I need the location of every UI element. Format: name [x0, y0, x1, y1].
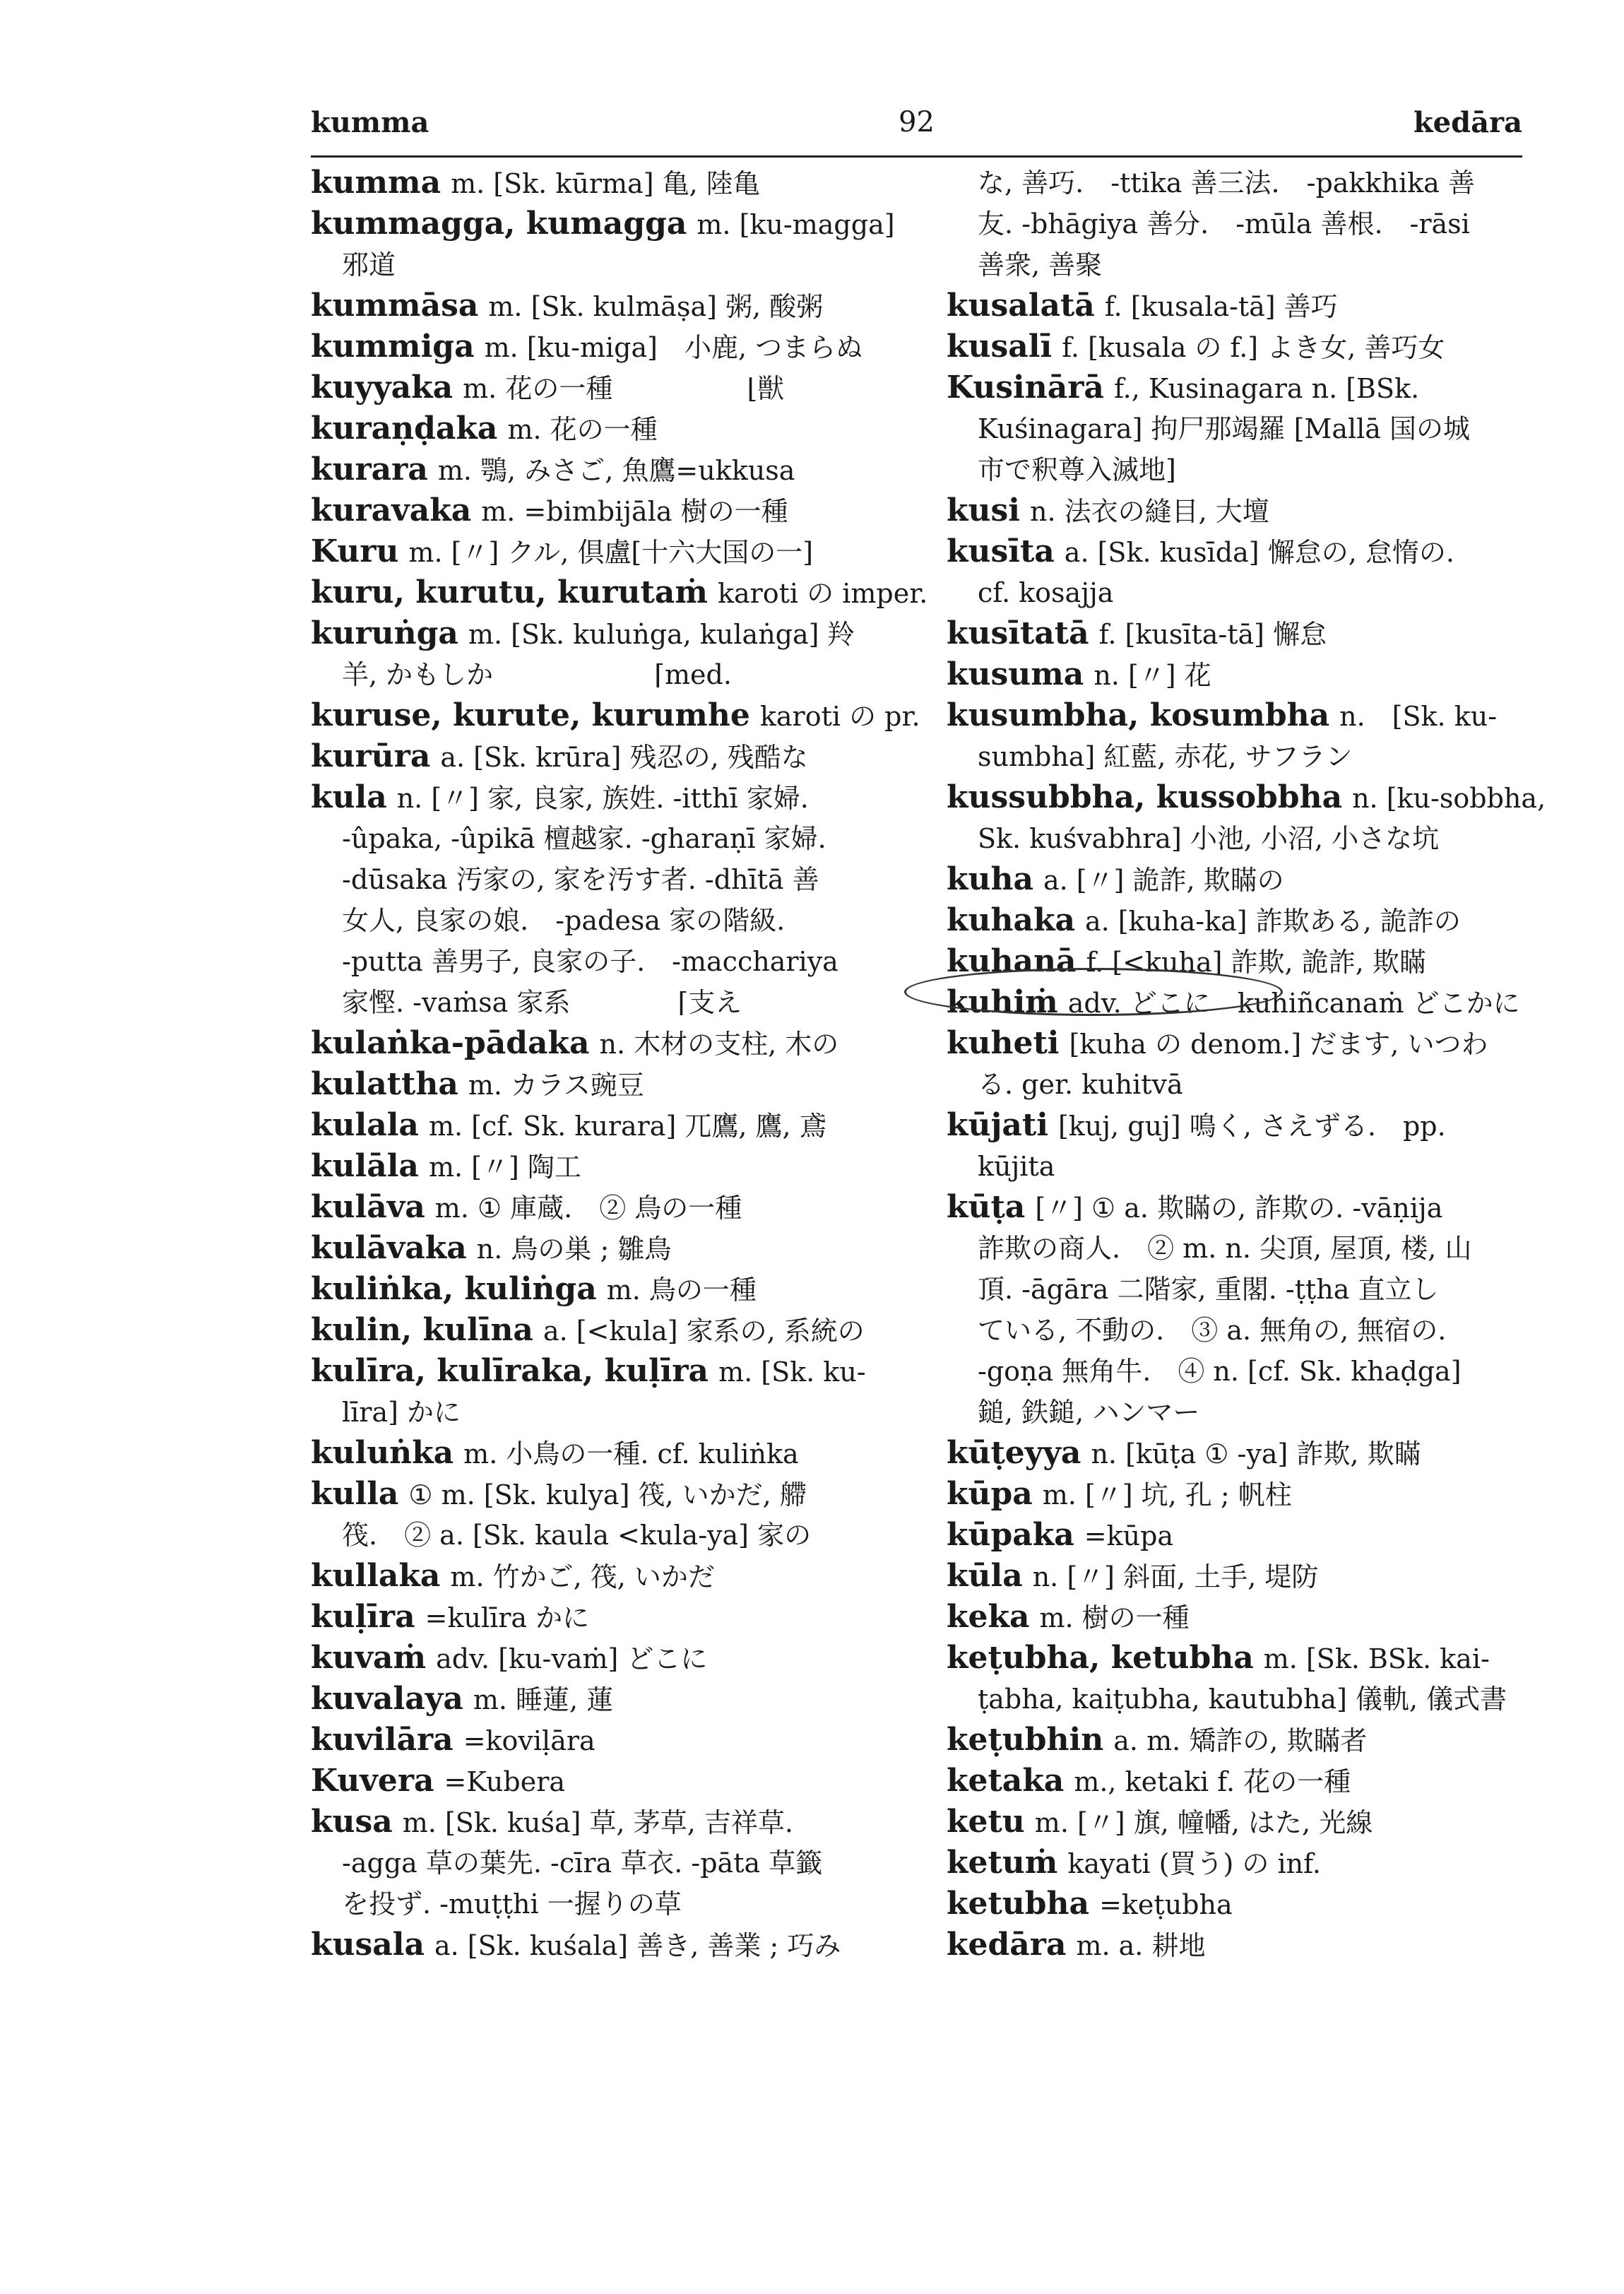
definition-text: a. [<kula] 家系の, 系統の: [543, 1315, 865, 1347]
headword: ketaka: [947, 1763, 1065, 1799]
dictionary-line: [947, 1638, 1522, 1679]
definition-text: =kulīra かに: [425, 1602, 590, 1633]
definition-text: adv. [ku-vaṁ] どこに: [436, 1643, 708, 1674]
headword: kummiga: [311, 329, 475, 365]
dictionary-line: [311, 859, 897, 900]
headword: kuravaka: [311, 492, 472, 528]
dictionary-line: [947, 818, 1522, 859]
dictionary-line: [947, 572, 1522, 613]
dictionary-line: [947, 1720, 1522, 1761]
dictionary-line: [311, 1064, 897, 1105]
dictionary-line: [311, 490, 897, 531]
dictionary-line: [311, 244, 897, 285]
dictionary-line: [947, 1105, 1522, 1146]
definition-text: m. [Sk. ku-: [718, 1356, 866, 1388]
headword: ketubha: [947, 1886, 1090, 1922]
headword: kuhiṁ: [947, 984, 1058, 1020]
definition-text: n. [〃] 家, 良家, 族姓. -itthī 家婦.: [396, 783, 809, 814]
dictionary-line: [311, 941, 897, 982]
dictionary-line: [947, 695, 1522, 736]
running-head-left: kumma: [311, 106, 429, 139]
dictionary-line: [947, 449, 1522, 490]
definition-text: n. [Sk. ku-: [1339, 701, 1498, 732]
dictionary-line: [947, 859, 1522, 900]
definition-text: m. 樹の一種: [1039, 1602, 1190, 1633]
definition-text: m. ① 庫蔵. ② 鳥の一種: [434, 1193, 742, 1224]
definition-text: m. 花の一種 ⌊獣: [463, 373, 785, 404]
definition-text: =koviḷāra: [463, 1725, 595, 1756]
headword: kummagga, kumagga: [311, 206, 687, 242]
definition-text: f. [<kuha] 詐欺, 詭詐, 欺瞞: [1086, 947, 1426, 978]
dictionary-line: [311, 1269, 897, 1310]
dictionary-line: [311, 1474, 897, 1515]
definition-text: a. [kuha-ka] 詐欺ある, 詭詐の: [1084, 906, 1461, 937]
headword: Kusinārā: [947, 369, 1104, 406]
definition-text: a. [〃] 詭詐, 欺瞞の: [1043, 865, 1284, 896]
headword: kuraṇḍaka: [311, 410, 498, 447]
definition-text: m. [Sk. kuluṅga, kulaṅga] 羚: [468, 619, 855, 650]
headword: kulaṅka-pādaka: [311, 1025, 590, 1061]
dictionary-line: [311, 162, 897, 203]
definition-text: kūjita: [978, 1151, 1055, 1182]
definition-text: m. [Sk. kulmāṣa] 粥, 酸粥: [488, 291, 824, 322]
dictionary-line: [311, 285, 897, 326]
dictionary-line: [311, 1884, 897, 1925]
definition-text: Kuśinagara] 拘尸那竭羅 [Mallā 国の城: [978, 413, 1471, 444]
right-column: [947, 162, 1546, 1965]
dictionary-line: [311, 1023, 897, 1064]
definition-text: n. 木材の支柱, 木の: [599, 1029, 839, 1060]
dictionary-line: [311, 1802, 897, 1843]
dictionary-line: [311, 1392, 897, 1433]
headword: kurara: [311, 451, 428, 487]
headword: kula: [311, 779, 387, 815]
dictionary-line: [311, 367, 897, 408]
definition-text: な, 善巧. -ttika 善三法. -pakkhika 善: [978, 167, 1475, 199]
dictionary-line: [947, 531, 1522, 572]
dictionary-line: [947, 490, 1522, 531]
definition-text: m. 睡蓮, 蓮: [473, 1684, 614, 1715]
dictionary-line: [311, 695, 920, 736]
dictionary-line: [311, 818, 897, 859]
headword: kuru, kurutu, kurutaṁ: [311, 574, 708, 610]
dictionary-line: [947, 367, 1522, 408]
headword: kulāvaka: [311, 1230, 467, 1266]
headword: kusītatā: [947, 615, 1089, 651]
definition-text: 邪道: [342, 249, 396, 280]
headword: kuvalaya: [311, 1681, 463, 1717]
headword: kuvilāra: [311, 1722, 454, 1758]
dictionary-line: [947, 736, 1522, 777]
dictionary-line: [947, 1843, 1522, 1884]
dictionary-line: [311, 1351, 897, 1392]
headword: kusa: [311, 1804, 393, 1840]
headword: keka: [947, 1599, 1030, 1635]
dictionary-line: [311, 1925, 897, 1965]
headword: kussubbha, kussobbha: [947, 779, 1343, 815]
definition-text: m. [〃] 陶工: [428, 1152, 581, 1183]
left-column: [311, 162, 928, 1965]
definition-text: cf. kosajja: [978, 577, 1114, 608]
definition-text: a. [Sk. kusīda] 懈怠の, 怠惰の.: [1064, 537, 1454, 568]
definition-text: f. [kusala の f.] よき女, 善巧女: [1062, 332, 1445, 363]
dictionary-line: [311, 1146, 897, 1187]
headword: kūpa: [947, 1476, 1033, 1512]
headword: kulattha: [311, 1066, 458, 1102]
definition-text: m. 竹かご, 筏, いかだ: [450, 1561, 715, 1592]
dictionary-line: [311, 449, 897, 490]
definition-text: ① m. [Sk. kulya] 筏, いかだ, 艜: [408, 1479, 807, 1510]
dictionary-line: [311, 1843, 897, 1884]
headword: ketu: [947, 1804, 1025, 1840]
headword: kullaka: [311, 1558, 441, 1594]
dictionary-line: [947, 1146, 1522, 1187]
definition-text: f., Kusinagara n. [BSk.: [1113, 373, 1420, 404]
headword: keṭubha, ketubha: [947, 1640, 1254, 1676]
definition-text: m. [cf. Sk. kurara] 兀鷹, 鷹, 鳶: [428, 1111, 826, 1142]
definition-text: m. a. 耕地: [1076, 1930, 1206, 1961]
definition-text: m. カラス豌豆: [468, 1070, 644, 1101]
definition-text: =kūpa: [1084, 1520, 1174, 1551]
dictionary-line: [947, 1802, 1522, 1843]
definition-text: f. [kusala-tā] 善巧: [1104, 291, 1338, 322]
definition-text: [kuj, guj] 鳴く, さえずる. pp.: [1057, 1111, 1446, 1142]
headword: kuyyaka: [311, 369, 454, 406]
headword: kuluṅka: [311, 1435, 454, 1471]
definition-text: n. [ku-sobbha,: [1352, 783, 1546, 814]
headword: Kuru: [311, 533, 399, 569]
dictionary-line: [947, 982, 1522, 1023]
running-head-right: kedāra: [1413, 106, 1522, 139]
dictionary-line: [947, 162, 1522, 203]
dictionary-line: [947, 900, 1522, 941]
headword: kuvaṁ: [311, 1640, 427, 1676]
headword: kūla: [947, 1558, 1023, 1594]
dictionary-line: [947, 654, 1522, 695]
dictionary-line: [311, 1310, 897, 1351]
headword: kuhaka: [947, 902, 1075, 938]
dictionary-line: [947, 777, 1546, 818]
definition-text: =Kubera: [444, 1766, 566, 1797]
headword: kusi: [947, 492, 1020, 528]
definition-text: [〃] ① a. 欺瞞の, 詐欺の. -vāṇija: [1035, 1193, 1443, 1224]
headword: kusumbha, kosumbha: [947, 697, 1330, 733]
dictionary-line: [311, 1679, 897, 1720]
running-head: [311, 106, 1522, 158]
definition-text: 羊, かもしか ⌈med.: [342, 659, 732, 690]
definition-text: karoti の imper.: [717, 578, 928, 609]
dictionary-line: [311, 572, 928, 613]
definition-text: m. [〃] 坑, 孔 ; 帆柱: [1042, 1479, 1292, 1510]
headword: keṭubhin: [947, 1722, 1104, 1758]
definition-text: kayati (買う) の inf.: [1067, 1848, 1321, 1879]
page-number: 92: [899, 106, 935, 138]
dictionary-line: [311, 1638, 897, 1679]
definition-text: m. [Sk. BSk. kai-: [1263, 1643, 1490, 1674]
dictionary-line: [947, 941, 1522, 982]
dictionary-line: [947, 1474, 1522, 1515]
headword: kuruse, kurute, kurumhe: [311, 697, 750, 733]
headword: kūjati: [947, 1107, 1048, 1143]
definition-text: sumbha] 紅藍, 赤花, サフラン: [978, 741, 1353, 772]
headword: kulala: [311, 1107, 419, 1143]
definition-text: m. [Sk. kuśa] 草, 茅草, 吉祥草.: [402, 1807, 793, 1838]
headword: kuliṅka, kuliṅga: [311, 1271, 597, 1307]
definition-text: Sk. kuśvabhra] 小池, 小沼, 小さな坑: [978, 823, 1440, 854]
definition-text: karoti の pr.: [759, 701, 920, 732]
dictionary-line: [311, 1556, 897, 1597]
dictionary-line: [311, 1105, 897, 1146]
dictionary-line: [947, 244, 1522, 285]
dictionary-line: [947, 1023, 1522, 1064]
definition-text: a. [Sk. krūra] 残忍の, 残酷な: [440, 742, 808, 773]
dictionary-line: [311, 613, 897, 654]
headword: kurūra: [311, 738, 431, 774]
headword: kuḷīra: [311, 1599, 415, 1635]
headword: kusuma: [947, 656, 1084, 692]
dictionary-line: [311, 654, 897, 695]
headword: kulla: [311, 1476, 399, 1512]
definition-text: 家慳. -vaṁsa 家系 ⌈支え: [342, 987, 742, 1018]
dictionary-line: [311, 1597, 897, 1638]
definition-text: 筏. ② a. [Sk. kaula <kula-ya] 家の: [342, 1520, 812, 1551]
headword: kedāra: [947, 1927, 1067, 1963]
definition-text: n. 鳥の巣 ; 雛鳥: [476, 1234, 672, 1265]
dictionary-line: [947, 1187, 1522, 1228]
definition-text: m. [〃] クル, 倶盧[十六大国の一]: [408, 537, 814, 568]
headword: kusala: [311, 1927, 425, 1963]
definition-text: [kuha の denom.] だます, いつわ: [1069, 1029, 1488, 1060]
headword: kūṭeyya: [947, 1435, 1081, 1471]
headword: kūṭa: [947, 1189, 1026, 1225]
definition-text: m. 鶚, みさご, 魚鷹=ukkusa: [437, 455, 795, 486]
definition-text: m. 花の一種: [507, 414, 658, 445]
headword: kulin, kulīna: [311, 1312, 533, 1348]
definition-text: =keṭubha: [1099, 1889, 1233, 1920]
definition-text: -goṇa 無角牛. ④ n. [cf. Sk. khaḍga]: [978, 1356, 1462, 1387]
definition-text: -putta 善男子, 良家の子. -macchariya: [342, 946, 838, 977]
dictionary-line: [311, 531, 897, 572]
dictionary-line: [947, 1884, 1522, 1925]
definition-text: ている, 不動の. ③ a. 無角の, 無宿の.: [978, 1315, 1447, 1346]
dictionary-line: [947, 1351, 1522, 1392]
headword: kulīra, kulīraka, kuḷīra: [311, 1353, 709, 1389]
definition-text: ṭabha, kaiṭubha, kautubha] 儀軌, 儀式書: [978, 1684, 1507, 1715]
dictionary-line: [311, 777, 897, 818]
definition-text: -ûpaka, -ûpikā 檀越家. -gharaṇī 家婦.: [342, 823, 826, 854]
dictionary-line: [311, 1187, 897, 1228]
dictionary-line: [947, 1392, 1522, 1433]
headword: kuhanā: [947, 943, 1077, 979]
definition-text: 友. -bhāgiya 善分. -mūla 善根. -rāsi: [978, 208, 1470, 240]
dictionary-line: [311, 1720, 897, 1761]
dictionary-line: [947, 1064, 1522, 1105]
dictionary-line: [311, 736, 897, 777]
dictionary-line: [311, 326, 897, 367]
definition-text: を投ず. -muṭṭhi 一握りの草: [342, 1888, 682, 1920]
dictionary-line: [311, 1515, 897, 1556]
definition-text: m. 小鳥の一種. cf. kuliṅka: [463, 1438, 799, 1470]
headword: kuha: [947, 861, 1033, 897]
definition-text: f. [kusīta-tā] 懈怠: [1098, 619, 1327, 650]
dictionary-line: [311, 982, 897, 1023]
definition-text: n. [〃] 花: [1093, 660, 1211, 691]
headword: kulāva: [311, 1189, 425, 1225]
dictionary-line: [947, 408, 1522, 449]
headword: kusalatā: [947, 288, 1095, 324]
definition-text: n. [kūṭa ① -ya] 詐欺, 欺瞞: [1091, 1438, 1421, 1470]
dictionary-line: [311, 1228, 897, 1269]
headword: kūpaka: [947, 1517, 1074, 1553]
headword: Kuvera: [311, 1763, 434, 1799]
definition-text: る. ger. kuhitvā: [978, 1069, 1183, 1100]
dictionary-line: [947, 1433, 1522, 1474]
dictionary-line: [311, 1761, 897, 1802]
definition-text: n. 法衣の縫目, 大壇: [1029, 496, 1269, 527]
dictionary-line: [947, 203, 1522, 244]
dictionary-line: [311, 1433, 897, 1474]
definition-text: m. [ku-magga]: [697, 209, 895, 240]
definition-text: līra] かに: [342, 1397, 461, 1428]
dictionary-line: [947, 326, 1522, 367]
headword: kumma: [311, 165, 441, 201]
definition-text: m. [Sk. kūrma] 亀, 陸亀: [451, 168, 760, 199]
headword: kummāsa: [311, 288, 479, 324]
dictionary-line: [947, 285, 1522, 326]
dictionary-line: [311, 900, 897, 941]
dictionary-line: [311, 203, 897, 244]
definition-text: adv. どこに kuhiñcanaṁ どこかに: [1067, 988, 1520, 1019]
headword: kuruṅga: [311, 615, 458, 651]
definition-text: 頂. -āgāra 二階家, 重閣. -ṭṭha 直立し: [978, 1274, 1439, 1305]
definition-text: 詐欺の商人. ② m. n. 尖頂, 屋頂, 楼, 山: [978, 1233, 1472, 1264]
definition-text: a. [Sk. kuśala] 善き, 善業 ; 巧み: [434, 1930, 841, 1961]
definition-text: 市で釈尊入滅地]: [978, 454, 1176, 485]
dictionary-line: [947, 1679, 1522, 1720]
definition-text: -dūsaka 汚家の, 家を汚す者. -dhītā 善: [342, 864, 819, 895]
dictionary-line: [947, 1515, 1522, 1556]
headword: kulāla: [311, 1148, 419, 1184]
definition-text: m. 鳥の一種: [606, 1275, 757, 1306]
definition-text: a. m. 矯詐の, 欺瞞者: [1113, 1725, 1368, 1756]
definition-text: 善衆, 善聚: [978, 249, 1103, 280]
dictionary-line: [947, 613, 1522, 654]
headword: kuheti: [947, 1025, 1060, 1061]
dictionary-line: [947, 1228, 1522, 1269]
definition-text: -agga 草の葉先. -cīra 草衣. -pāta 草籤: [342, 1847, 823, 1879]
definition-text: m. =bimbijāla 樹の一種: [481, 496, 788, 527]
headword: kusīta: [947, 533, 1055, 569]
headword: kusalī: [947, 329, 1053, 365]
definition-text: m., ketaki f. 花の一種: [1074, 1766, 1351, 1797]
definition-text: 鎚, 鉄鎚, ハンマー: [978, 1397, 1200, 1428]
dictionary-line: [947, 1925, 1522, 1965]
definition-text: m. [ku-miga] 小鹿, つまらぬ: [484, 332, 863, 363]
dictionary-line: [947, 1761, 1522, 1802]
definition-text: 女人, 良家の娘. -padesa 家の階級.: [342, 905, 786, 936]
definition-text: m. [〃] 旗, 幢幡, はた, 光線: [1034, 1807, 1373, 1838]
dictionary-line: [947, 1556, 1522, 1597]
dictionary-line: [947, 1269, 1522, 1310]
dictionary-line: [311, 408, 897, 449]
headword: ketuṁ: [947, 1845, 1058, 1881]
dictionary-line: [947, 1597, 1522, 1638]
definition-text: n. [〃] 斜面, 土手, 堤防: [1032, 1561, 1319, 1592]
dictionary-line: [947, 1310, 1522, 1351]
